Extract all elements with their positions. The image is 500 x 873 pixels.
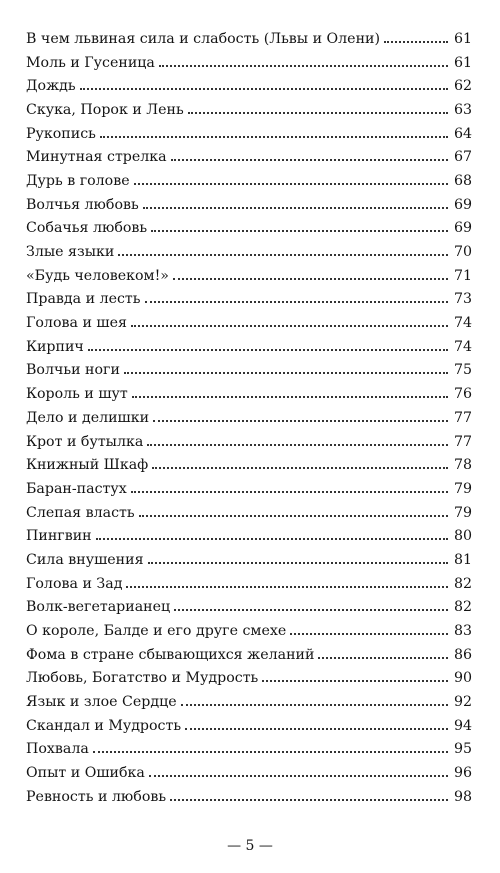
dot-leader [152, 467, 448, 469]
dot-leader [384, 41, 448, 43]
page-number: — 5 — [227, 838, 273, 854]
toc-entry-title: Волчья любовь [26, 196, 139, 213]
toc-entry-title: Голова и шея [26, 315, 127, 332]
toc-entry-page: 68 [453, 172, 472, 189]
toc-entry-page: 82 [453, 575, 472, 592]
toc-entry-title: Дурь в голове [26, 172, 130, 189]
toc-entry-page: 81 [453, 551, 472, 568]
toc-entry-title: Пингвин [26, 528, 92, 545]
toc-entry-title: Голова и Зад [26, 575, 123, 592]
toc-entry-title: Скука, Порок и Лень [26, 101, 184, 118]
dot-leader [170, 799, 448, 801]
toc-entry [26, 430, 472, 454]
dot-leader [118, 254, 448, 256]
table-of-contents [26, 27, 472, 809]
dot-leader [131, 325, 448, 327]
toc-entry-title: Волчьи ноги [26, 362, 120, 379]
toc-entry-title: Моль и Гусеница [26, 54, 155, 71]
toc-entry [26, 288, 472, 312]
toc-entry-title: Опыт и Ошибка [26, 765, 145, 782]
dot-leader [318, 657, 448, 659]
toc-entry-title: Дождь [26, 78, 76, 95]
dot-leader [148, 562, 448, 564]
toc-entry-title: Рукопись [26, 125, 96, 142]
toc-entry-page: 79 [453, 504, 472, 521]
toc-entry [26, 193, 472, 217]
toc-entry [26, 572, 472, 596]
toc-entry-page: 95 [453, 741, 472, 758]
dot-leader [159, 65, 448, 67]
dot-leader [96, 538, 448, 540]
dot-leader [134, 183, 448, 185]
dot-leader [262, 680, 448, 682]
toc-entry-page: 62 [453, 78, 472, 95]
dot-leader [149, 775, 448, 777]
toc-entry [26, 738, 472, 762]
toc-entry-title: Язык и злое Сердце [26, 694, 177, 711]
toc-entry [26, 761, 472, 785]
toc-entry-title: Кирпич [26, 338, 84, 355]
toc-entry-page: 71 [453, 267, 472, 284]
toc-entry [26, 596, 472, 620]
toc-entry-page: 61 [453, 30, 472, 47]
toc-entry-page: 79 [453, 480, 472, 497]
dot-leader [143, 207, 448, 209]
toc-entry-title: Правда и лесть [26, 291, 141, 308]
toc-entry [26, 98, 472, 122]
toc-entry-page: 76 [453, 386, 472, 403]
toc-entry-page: 86 [453, 646, 472, 663]
toc-entry [26, 359, 472, 383]
dot-leader [126, 586, 447, 588]
toc-entry-page: 77 [453, 433, 472, 450]
toc-entry [26, 406, 472, 430]
toc-entry-title: Сила внушения [26, 551, 144, 568]
dot-leader [100, 136, 448, 138]
toc-entry [26, 714, 472, 738]
toc-entry-page: 92 [453, 694, 472, 711]
toc-entry-page: 75 [453, 362, 472, 379]
toc-entry-page: 63 [453, 101, 472, 118]
dot-leader [153, 420, 448, 422]
toc-entry-title: Минутная стрелка [26, 149, 167, 166]
toc-entry-page: 98 [453, 788, 472, 805]
dot-leader [139, 515, 448, 517]
toc-entry [26, 382, 472, 406]
toc-entry-page: 80 [453, 528, 472, 545]
toc-entry-title: О короле, Балде и его друге смехе [26, 623, 287, 640]
toc-entry-page: 90 [453, 670, 472, 687]
toc-entry [26, 453, 472, 477]
toc-entry-page: 69 [453, 220, 472, 237]
toc-entry-page: 64 [453, 125, 472, 142]
toc-entry [26, 477, 472, 501]
dot-leader [174, 609, 448, 611]
toc-entry-title: Король и шут [26, 386, 128, 403]
dot-leader [290, 633, 448, 635]
dot-leader [88, 349, 448, 351]
dot-leader [185, 728, 448, 730]
toc-entry-page: 82 [453, 599, 472, 616]
toc-entry-title: Собачья любовь [26, 220, 148, 237]
dot-leader [188, 112, 448, 114]
dot-leader [80, 88, 448, 90]
toc-entry-page: 83 [453, 623, 472, 640]
toc-entry-page: 94 [453, 717, 472, 734]
toc-entry [26, 122, 472, 146]
dot-leader [181, 704, 448, 706]
toc-entry [26, 74, 472, 98]
toc-entry [26, 548, 472, 572]
toc-entry-page: 69 [453, 196, 472, 213]
toc-entry-title: Баран-пастух [26, 480, 127, 497]
dot-leader [132, 396, 448, 398]
dot-leader [147, 444, 448, 446]
dot-leader [151, 230, 448, 232]
toc-entry-title: Дело и делишки [26, 409, 150, 426]
toc-entry [26, 619, 472, 643]
toc-entry-page: 78 [453, 457, 472, 474]
toc-entry [26, 501, 472, 525]
toc-entry-page: 77 [453, 409, 472, 426]
toc-entry [26, 240, 472, 264]
toc-entry [26, 335, 472, 359]
toc-entry-title: Волк-вегетарианец [26, 599, 171, 616]
toc-entry [26, 145, 472, 169]
toc-entry-page: 67 [453, 149, 472, 166]
dot-leader [173, 278, 448, 280]
dot-leader [124, 372, 448, 374]
toc-entry [26, 690, 472, 714]
toc-entry-title: Слепая власть [26, 504, 135, 521]
toc-entry-page: 96 [453, 765, 472, 782]
toc-entry-page: 74 [453, 338, 472, 355]
dot-leader [145, 301, 448, 303]
toc-entry-title: Ревность и любовь [26, 788, 167, 805]
toc-entry-page: 61 [453, 54, 472, 71]
toc-entry [26, 51, 472, 75]
dot-leader [131, 491, 448, 493]
toc-entry [26, 264, 472, 288]
toc-entry [26, 667, 472, 691]
toc-entry-page: 73 [453, 291, 472, 308]
toc-entry [26, 217, 472, 241]
toc-entry [26, 169, 472, 193]
toc-entry-title: Скандал и Мудрость [26, 717, 182, 734]
toc-entry-title: Крот и бутылка [26, 433, 144, 450]
toc-entry [26, 524, 472, 548]
toc-entry-title: Книжный Шкаф [26, 457, 149, 474]
toc-entry [26, 643, 472, 667]
toc-entry [26, 785, 472, 809]
toc-entry-title: В чем львиная сила и слабость (Львы и Олени) [26, 30, 381, 47]
toc-entry [26, 311, 472, 335]
toc-entry [26, 27, 472, 51]
toc-entry-page: 70 [453, 244, 472, 261]
toc-entry-title: «Будь человеком!» [26, 267, 169, 284]
toc-entry-title: Фома в стране сбывающихся желаний [26, 646, 315, 663]
toc-entry-title: Похвала [26, 741, 89, 758]
toc-entry-page: 74 [453, 315, 472, 332]
toc-entry-title: Любовь, Богатство и Мудрость [26, 670, 259, 687]
dot-leader [93, 751, 448, 753]
toc-entry-title: Злые языки [26, 244, 115, 261]
dot-leader [171, 159, 448, 161]
